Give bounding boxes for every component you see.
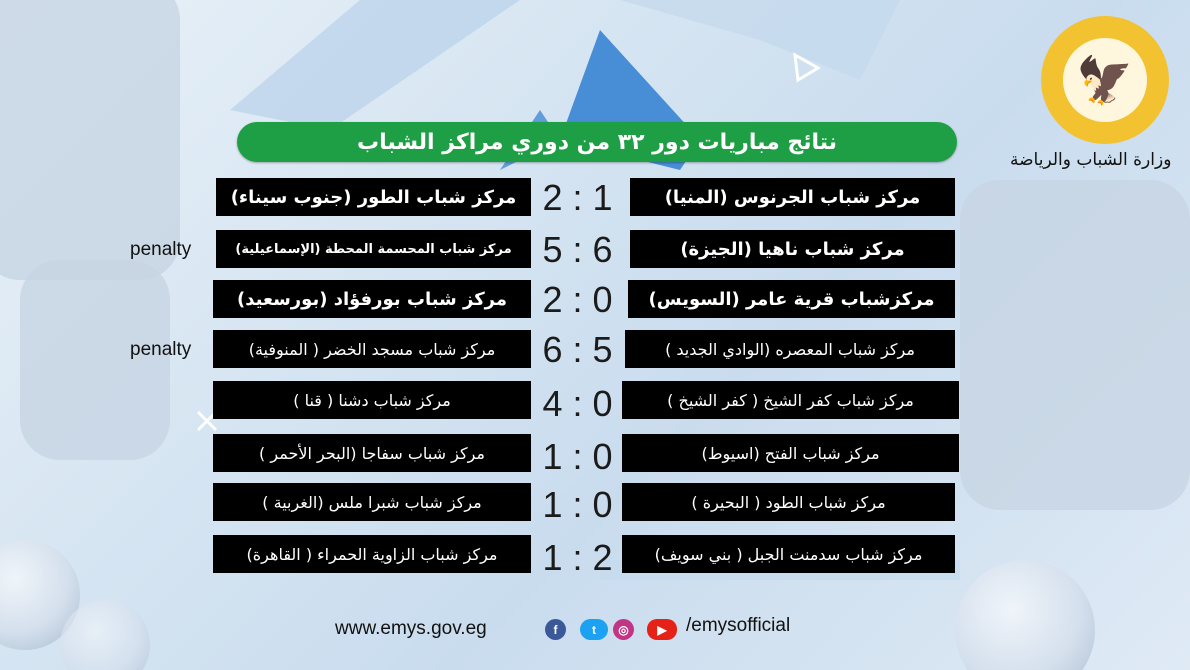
ministry-name: وزارة الشباب والرياضة xyxy=(1010,150,1172,170)
away-team: مركز شباب المحسمة المحطة (الإسماعيلية) xyxy=(216,230,531,268)
facebook-icon[interactable]: f xyxy=(545,619,566,640)
page-title: نتائج مباريات دور ٣٢ من دوري مراكز الشباب xyxy=(357,129,837,155)
home-team: مركز شباب سدمنت الجبل ( بني سويف) xyxy=(622,535,955,573)
match-score: 6 : 5 xyxy=(542,329,613,370)
home-team: مركز شباب الطود ( البحيرة ) xyxy=(622,483,955,521)
home-team: مركز شباب كفر الشيخ ( كفر الشيخ ) xyxy=(622,381,959,419)
home-team: مركز شباب المعصره (الوادي الجديد ) xyxy=(625,330,955,368)
match-score: 2 : 1 xyxy=(542,177,613,218)
penalty-note: penalty xyxy=(130,339,192,360)
website-link[interactable]: www.emys.gov.eg xyxy=(335,618,487,639)
home-team: مركز شباب ناهيا (الجيزة) xyxy=(630,230,955,268)
away-team: مركز شباب بورفؤاد (بورسعيد) xyxy=(213,280,531,318)
away-team: مركز شباب شبرا ملس (الغربية ) xyxy=(213,483,531,521)
match-score: 1 : 2 xyxy=(542,537,613,578)
youtube-icon[interactable]: ▶ xyxy=(647,619,677,640)
home-team: مركزشباب قرية عامر (السويس) xyxy=(628,280,955,318)
home-team: مركز شباب الفتح (اسيوط) xyxy=(622,434,959,472)
match-score: 4 : 0 xyxy=(542,383,613,424)
away-team: مركز شباب دشنا ( قنا ) xyxy=(213,381,531,419)
match-score: 1 : 0 xyxy=(542,436,613,477)
eagle-emblem-icon: 🦅 xyxy=(1076,53,1134,107)
away-team: مركز شباب مسجد الخضر ( المنوفية) xyxy=(213,330,531,368)
penalty-note: penalty xyxy=(130,239,192,260)
match-score: 1 : 0 xyxy=(542,484,613,525)
home-team: مركز شباب الجرنوس (المنيا) xyxy=(630,178,955,216)
title-bar xyxy=(237,122,957,162)
away-team: مركز شباب سفاجا (البحر الأحمر ) xyxy=(213,434,531,472)
away-team: مركز شباب الزاوية الحمراء ( القاهرة) xyxy=(213,535,531,573)
match-score: 5 : 6 xyxy=(542,229,613,270)
twitter-icon[interactable]: t xyxy=(580,619,608,640)
logo-inner xyxy=(1063,38,1147,122)
instagram-icon[interactable]: ◎ xyxy=(613,619,634,640)
ministry-logo xyxy=(1041,16,1169,144)
match-score: 2 : 0 xyxy=(542,279,613,320)
away-team: مركز شباب الطور (جنوب سيناء) xyxy=(216,178,531,216)
social-handle[interactable]: /emysofficial xyxy=(686,615,791,636)
